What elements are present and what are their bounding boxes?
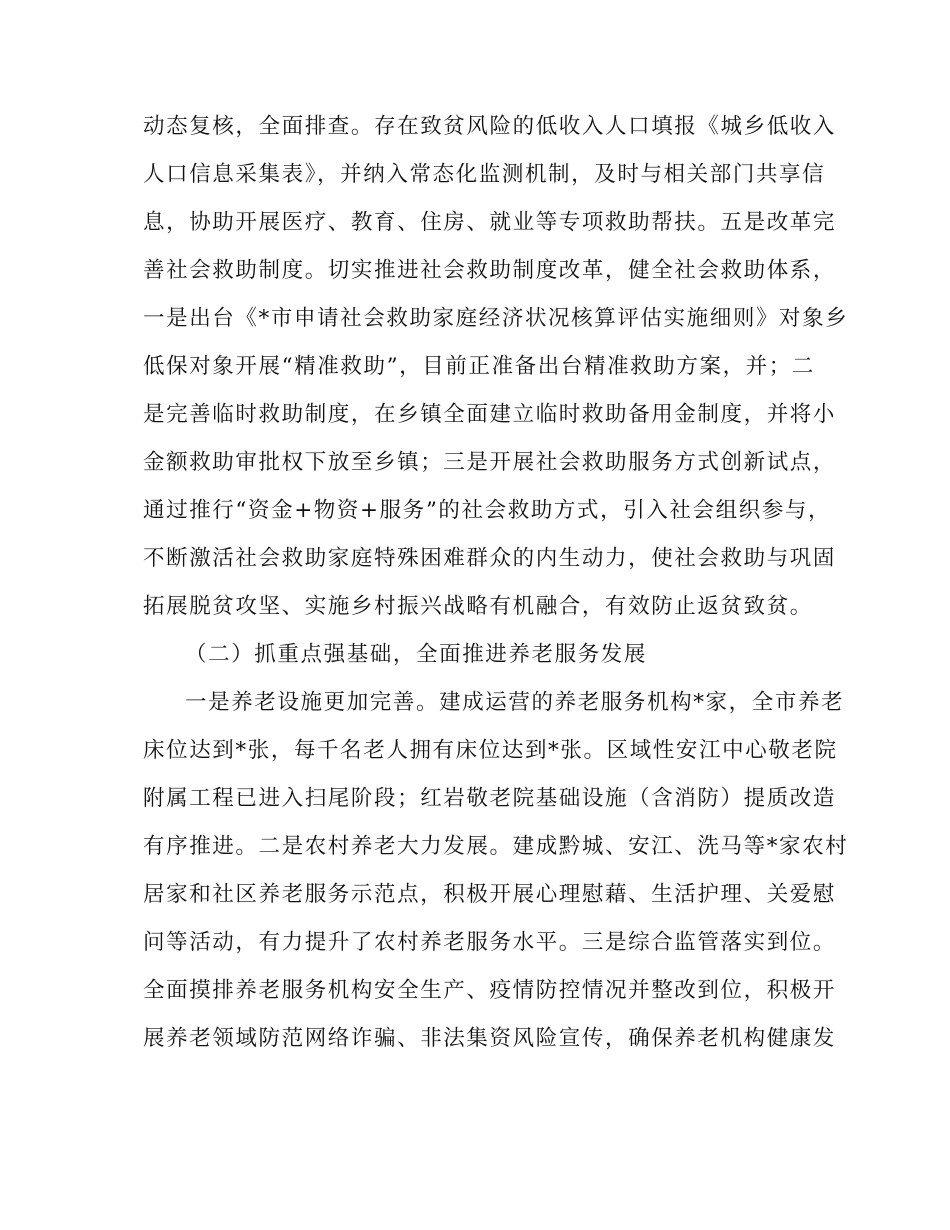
paragraph-line: 有序推进。二是农村养老大力发展。建成黔城、安江、洗马等*家农村 (143, 834, 849, 859)
paragraph-line: 拓展脱贫攻坚、实施乡村振兴战略有机融合，有效防止返贫致贫。 (143, 594, 813, 619)
paragraph-line: 通过推行“资金+物资+服务”的社会救助方式，引入社会组织参与， (143, 498, 832, 523)
paragraph-line: 金额救助审批权下放至乡镇；三是开展社会救助服务方式创新试点， (143, 450, 837, 475)
paragraph-line: 是完善临时救助制度，在乡镇全面建立临时救助备用金制度，并将小 (143, 402, 837, 427)
paragraph-line: 问等活动，有力提升了农村养老服务水平。三是综合监管落实到位。 (143, 930, 837, 955)
paragraph-line: 全面摸排养老服务机构安全生产、疫情防控情况并整改到位，积极开 (143, 978, 837, 1003)
paragraph-line: 人口信息采集表》，并纳入常态化监测机制，及时与相关部门共享信 (143, 162, 826, 187)
paragraph-line: 一是养老设施更加完善。建成运营的养老服务机构*家，全市养老 (185, 690, 845, 715)
section-heading: （二）抓重点强基础，全面推进养老服务发展 (185, 642, 648, 667)
paragraph-line: 善社会救助制度。切实推进社会救助制度改革，健全社会救助体系， (143, 258, 837, 283)
paragraph-line: 附属工程已进入扫尾阶段；红岩敬老院基础设施（含消防）提质改造 (143, 786, 837, 811)
paragraph-line: 一是出台《*市申请社会救助家庭经济状况核算评估实施细则》对象乡 (143, 306, 849, 331)
paragraph-line: 展养老领域防范网络诈骗、非法集资风险宣传，确保养老机构健康发 (143, 1026, 837, 1051)
paragraph-line: 居家和社区养老服务示范点，积极开展心理慰藉、生活护理、关爱慰 (143, 882, 837, 907)
paragraph-line: 低保对象开展“精准救助”，目前正准备出台精准救助方案，并；二 (143, 354, 815, 379)
paragraph-line: 息，协助开展医疗、教育、住房、就业等专项救助帮扶。五是改革完 (143, 210, 837, 235)
paragraph-line: 不断激活社会救助家庭特殊困难群众的内生动力，使社会救助与巩固 (143, 546, 837, 571)
paragraph-line: 动态复核，全面排查。存在致贫风险的低收入人口填报《城乡低收入 (143, 114, 837, 139)
paragraph-line: 床位达到*张，每千名老人拥有床位达到*张。区域性安江中心敬老院 (143, 738, 838, 763)
